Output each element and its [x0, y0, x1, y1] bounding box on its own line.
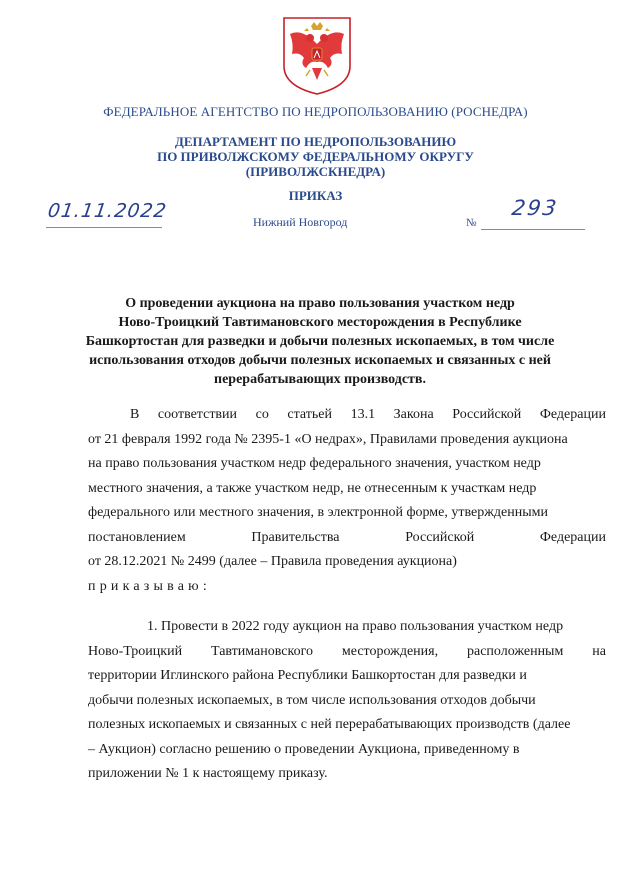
order-verb: приказываю:: [88, 578, 211, 594]
paragraph-line: местного значения, а также участком недр, не отнесенным к участкам недр: [88, 480, 537, 496]
agency-name: ФЕДЕРАЛЬНОЕ АГЕНТСТВО ПО НЕДРОПОЛЬЗОВАНИЮ (РОСНЕДРА): [103, 104, 528, 119]
handwritten-order-number: 293: [510, 196, 560, 220]
number-label: №: [466, 217, 477, 229]
paragraph-line: 1. Провести в 2022 году аукцион на право пользования участком недр: [147, 619, 564, 634]
date-underline: [46, 227, 162, 228]
word: статьей: [287, 407, 332, 422]
word: постановлением: [88, 529, 186, 545]
title-line: О проведении аукциона на право пользования участком недр: [125, 296, 515, 311]
handwritten-date: 01.11.2022: [46, 200, 169, 222]
number-underline: [481, 229, 585, 230]
title-line: Башкортостан для разведки и добычи полезных ископаемых, в том числе: [85, 334, 555, 349]
word: на: [592, 643, 606, 659]
title-line: использования отходов добычи полезных ископаемых и связанных с ней: [89, 353, 551, 368]
word: Тавтимановского: [211, 643, 313, 659]
word: Ново-Троицкий: [88, 643, 183, 659]
word: 13.1: [350, 407, 376, 422]
document-type: ПРИКАЗ: [288, 188, 343, 203]
coat-of-arms-emblem: [280, 14, 354, 96]
paragraph-line: от 28.12.2021 № 2499 (далее – Правила проведения аукциона): [88, 554, 457, 569]
justified-line: [130, 403, 606, 428]
department-line: ДЕПАРТАМЕНТ ПО НЕДРОПОЛЬЗОВАНИЮ: [174, 134, 457, 149]
paragraph-line: от 21 февраля 1992 года № 2395-1 «О недрах», Правилами проведения аукциона: [88, 431, 568, 447]
order-title: [60, 294, 580, 389]
word: Российской: [452, 407, 522, 422]
title-line: перерабатывающих производств.: [214, 372, 426, 387]
word: со: [255, 407, 269, 422]
city-name: Нижний Новгород: [253, 215, 348, 229]
department-name: [0, 134, 631, 179]
department-line: ПО ПРИВОЛЖСКОМУ ФЕДЕРАЛЬНОМУ ОКРУГУ: [157, 149, 474, 164]
title-line: Ново-Троицкий Тавтимановского месторождения в Республике: [118, 315, 522, 330]
word: Закона: [393, 407, 434, 422]
word: Правительства: [251, 529, 340, 545]
paragraph-line: [88, 403, 606, 428]
word: В: [130, 407, 140, 422]
paragraph-line: – Аукцион) согласно решению о проведении Аукциона, приведенному в: [88, 741, 520, 757]
word: месторождения,: [341, 643, 439, 659]
preamble-paragraph: [88, 403, 606, 599]
word: Федерации: [539, 407, 606, 422]
word: соответствии: [157, 407, 238, 422]
department-line: (ПРИВОЛЖСКНЕДРА): [245, 164, 386, 179]
word: Российской: [405, 529, 475, 545]
word: расположенным: [467, 643, 564, 659]
item-1-paragraph: [88, 615, 606, 787]
paragraph-line: территории Иглинского района Республики Башкортостан для разведки и: [88, 668, 527, 683]
word: Федерации: [539, 529, 606, 545]
paragraph-line: [88, 526, 606, 551]
paragraph-line: [88, 640, 606, 665]
paragraph-line: на право пользования участком недр федерального значения, участком недр: [88, 456, 541, 471]
paragraph-line: федерального или местного значения, в электронной форме, утвержденными: [88, 505, 548, 520]
paragraph-line: полезных ископаемых и связанных с ней перерабатывающих производств (далее: [88, 717, 571, 732]
paragraph-line: приложении № 1 к настоящему приказу.: [88, 766, 328, 781]
paragraph-line: добычи полезных ископаемых, в том числе использования отходов добычи: [88, 692, 536, 708]
